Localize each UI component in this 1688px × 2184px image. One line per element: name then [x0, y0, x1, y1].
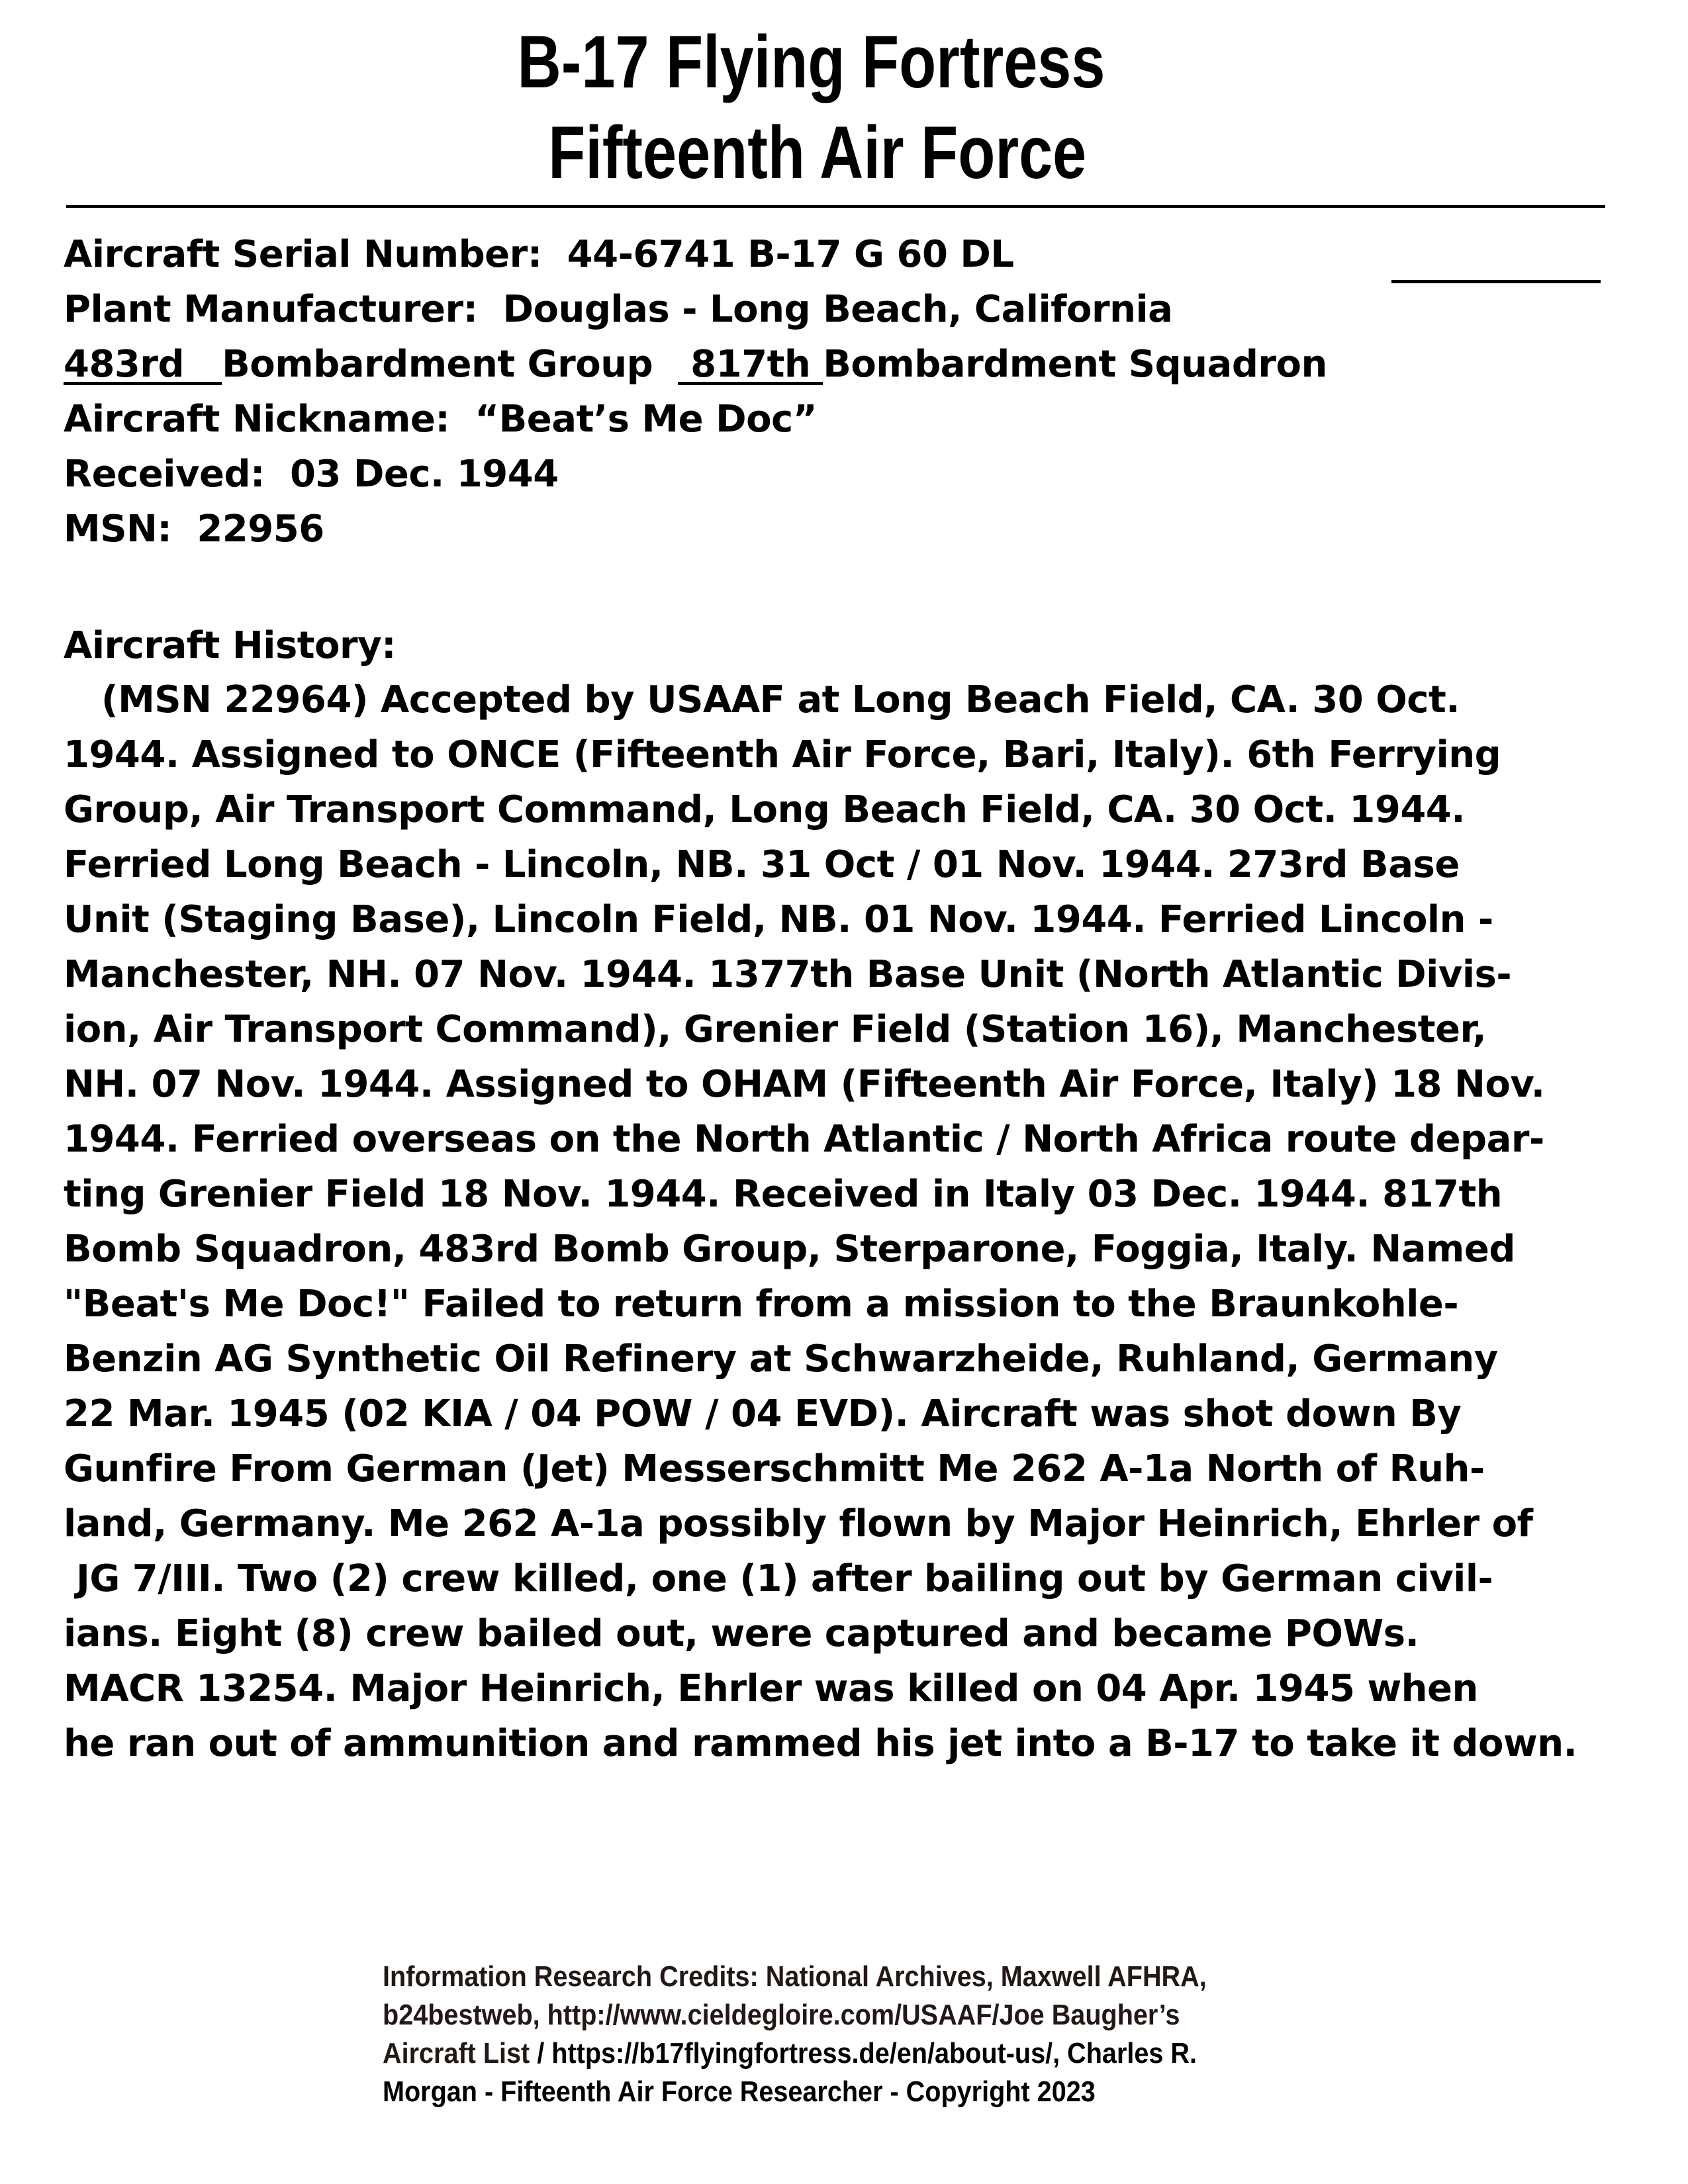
credits-line-3 — [383, 2034, 1276, 2073]
title-line-2: Fifteenth Air Force — [548, 111, 1087, 194]
manufacturer-value: Douglas - Long Beach, California — [502, 288, 1173, 331]
nickname-value: “Beat’s Me Doc” — [475, 398, 818, 441]
squadron-label: Bombardment Squadron — [823, 343, 1327, 386]
msn-label: MSN: — [64, 508, 172, 551]
credits-line-2: b24bestweb, http://www.cieldegloire.com/USAAF/Joe Baugher’s — [383, 1999, 1180, 2031]
blank-fill-line — [1391, 280, 1601, 283]
history-line: Manchester, NH. 07 Nov. 1944. 1377th Base Unit (North Atlantic Divis- — [64, 953, 1512, 996]
group-number-text: 483rd — [64, 343, 185, 386]
received-row — [64, 453, 559, 496]
credits-line-3-part-1: Aircraft List — [383, 2037, 530, 2070]
group-number — [64, 343, 222, 386]
history-line: Unit (Staging Base), Lincoln Field, NB. 01 Nov. 1944. Ferried Lincoln - — [64, 898, 1493, 941]
group-label: Bombardment Group — [222, 343, 653, 386]
history-line: ting Grenier Field 18 Nov. 1944. Received in Italy 03 Dec. 1944. 817th — [64, 1173, 1503, 1216]
received-value: 03 Dec. 1944 — [289, 453, 559, 496]
squadron-number — [678, 343, 823, 386]
history-line: Group, Air Transport Command, Long Beach Field, CA. 30 Oct. 1944. — [64, 788, 1466, 831]
title-divider — [66, 205, 1605, 208]
serial-number-label: Aircraft Serial Number: — [64, 233, 542, 276]
history-line: land, Germany. Me 262 A-1a possibly flown by Major Heinrich, Ehrler of — [64, 1502, 1533, 1545]
history-line: Bomb Squadron, 483rd Bomb Group, Sterparone, Foggia, Italy. Named — [64, 1228, 1515, 1271]
history-line: MACR 13254. Major Heinrich, Ehrler was killed on 04 Apr. 1945 when — [64, 1667, 1478, 1710]
research-credits — [383, 1958, 1376, 2111]
history-line: JG 7/III. Two (2) crew killed, one (1) after bailing out by German civil- — [64, 1557, 1493, 1600]
history-line: Benzin AG Synthetic Oil Refinery at Schwarzheide, Ruhland, Germany — [64, 1338, 1498, 1381]
nickname-row — [64, 398, 818, 441]
history-line: he ran out of ammunition and rammed his jet into a B-17 to take it down. — [64, 1722, 1577, 1765]
page-title — [0, 21, 1655, 103]
history-heading: Aircraft History: — [64, 624, 397, 667]
history-line: 1944. Assigned to ONCE (Fifteenth Air Force, Bari, Italy). 6th Ferrying — [64, 733, 1501, 776]
serial-number-row — [64, 233, 1014, 276]
history-line: (MSN 22964) Accepted by USAAF at Long Beach Field, CA. 30 Oct. — [64, 678, 1460, 721]
credits-line-3-part-2: / https://b17flyingfortress.de/en/about-us/, Charles R. — [530, 2037, 1197, 2070]
credits-line-1: Information Research Credits: National Archives, Maxwell AFHRA, — [383, 1960, 1207, 1993]
credits-line-4: Morgan - Fifteenth Air Force Researcher - Copyright 2023 — [383, 2075, 1096, 2108]
history-line: 1944. Ferried overseas on the North Atlantic / North Africa route depar- — [64, 1118, 1544, 1161]
title-line-1: B-17 Flying Fortress — [516, 21, 1105, 103]
serial-number-value: 44-6741 B-17 G 60 DL — [567, 233, 1014, 276]
msn-row — [64, 508, 324, 551]
history-line: NH. 07 Nov. 1944. Assigned to OHAM (Fifteenth Air Force, Italy) 18 Nov. — [64, 1063, 1545, 1106]
manufacturer-label: Plant Manufacturer: — [64, 288, 478, 331]
page-subtitle — [0, 111, 1662, 194]
history-line: ion, Air Transport Command), Grenier Field (Station 16), Manchester, — [64, 1008, 1487, 1051]
received-label: Received: — [64, 453, 265, 496]
manufacturer-row — [64, 288, 1173, 331]
msn-value: 22956 — [197, 508, 324, 551]
history-line: Ferried Long Beach - Lincoln, NB. 31 Oct / 01 Nov. 1944. 273rd Base — [64, 843, 1460, 886]
nickname-label: Aircraft Nickname: — [64, 398, 450, 441]
history-line: 22 Mar. 1945 (02 KIA / 04 POW / 04 EVD). Aircraft was shot down By — [64, 1392, 1462, 1435]
history-line: Gunfire From German (Jet) Messerschmitt Me 262 A-1a North of Ruh- — [64, 1447, 1485, 1490]
history-line: ians. Eight (8) crew bailed out, were captured and became POWs. — [64, 1612, 1419, 1655]
unit-row — [64, 343, 1327, 386]
history-line: "Beat's Me Doc!" Failed to return from a mission to the Braunkohle- — [64, 1283, 1459, 1326]
squadron-number-text: 817th — [690, 343, 811, 386]
